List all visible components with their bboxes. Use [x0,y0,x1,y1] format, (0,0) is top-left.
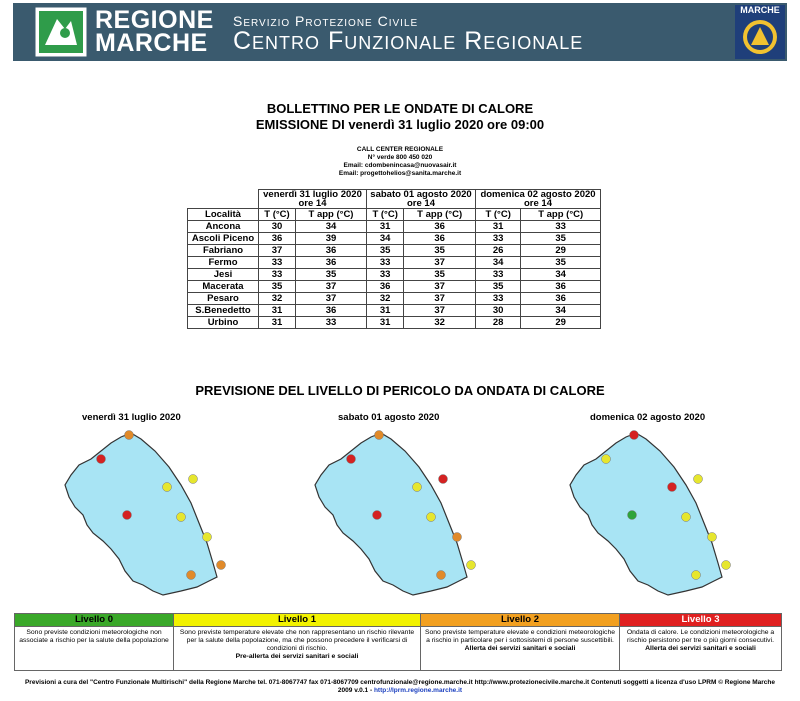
protezione-civile-badge [735,5,785,59]
location-cell: Fermo [188,257,259,269]
value-cell: 33 [367,257,404,269]
value-cell: 31 [259,305,296,317]
bulletin-emission: EMISSIONE DI venerdì 31 luglio 2020 ore 09:00 [255,117,545,132]
region-line1: REGIONE [95,6,214,34]
value-cell: 37 [404,293,476,305]
call-center-phone: N° verde 800 450 020 [367,154,433,161]
marche-map-1 [55,425,235,600]
legend-level-2-action: Allerta dei servizi sanitari e sociali [464,645,576,652]
location-cell: Macerata [188,281,259,293]
value-cell: 33 [296,317,367,329]
value-cell: 33 [259,269,296,281]
value-cell: 37 [404,305,476,317]
location-level-dot [722,561,731,570]
footer-text: Previsioni a cura del "Centro Funzionale Multirischi" della Regione Marche tel. 071-8067747 fax 071-8067709 centrofunzionale@regione.marche.it http://www.protezionecivile.marche.it Contenuti soggetti a licenza d'uso LPRM © Regione Marche 2009 v.0.1 - [24,679,776,694]
location-level-dot [177,513,186,522]
location-level-dot [694,475,703,484]
value-cell: 31 [367,221,404,233]
forecast-title: PREVISIONE DEL LIVELLO DI PERICOLO DA ONDATA DI CALORE [195,383,605,398]
call-center-email2: Email: progettohelios@sanita.marche.it [338,170,462,177]
value-cell: 37 [296,293,367,305]
value-cell: 34 [521,305,601,317]
location-level-dot [217,561,226,570]
value-cell: 39 [296,233,367,245]
location-level-dot [97,455,106,464]
value-cell: 36 [296,245,367,257]
value-cell: 35 [404,269,476,281]
value-cell: 34 [476,257,521,269]
table-row [188,317,601,329]
location-level-dot [628,511,637,520]
region-name [95,6,214,57]
location-level-dot [123,511,132,520]
table-row [188,221,601,233]
table-row [188,269,601,281]
footer-link[interactable]: http://lprm.regione.marche.it [373,687,463,694]
location-cell: Ancona [188,221,259,233]
value-cell: 37 [404,281,476,293]
value-cell: 36 [521,281,601,293]
level-legend [14,613,782,671]
value-cell: 32 [367,293,404,305]
value-cell: 37 [404,257,476,269]
value-cell: 31 [476,221,521,233]
value-cell: 26 [476,245,521,257]
call-center-title: CALL CENTER REGIONALE [356,146,444,153]
service-name: Servizio Protezione Civile [233,13,419,29]
header-banner [13,3,787,61]
value-cell: 33 [476,269,521,281]
legend-level-1-action: Pre-allerta dei servizi sanitari e sociali [235,653,359,660]
map-label-1: venerdì 31 luglio 2020 [82,412,181,423]
value-cell: 30 [259,221,296,233]
location-level-dot [668,483,677,492]
location-level-dot [189,475,198,484]
legend-level-3-action: Allerta dei servizi sanitari e sociali [645,645,756,652]
location-level-dot [375,431,384,440]
value-cell: 36 [404,233,476,245]
value-cell: 35 [367,245,404,257]
value-cell: 35 [296,269,367,281]
region-outline [65,433,217,595]
value-cell: 36 [404,221,476,233]
location-level-dot [373,511,382,520]
col-tapp: T app (°C) [521,209,601,221]
legend-level-2-text: Sono previste temperature elevate e condizioni meteorologiche a rischio in particolare per i sottosistemi di persone suscettibili. [424,629,616,644]
legend-level-0 [15,614,174,670]
value-cell: 29 [521,245,601,257]
location-level-dot [467,561,476,570]
value-cell: 36 [521,293,601,305]
table-row [188,257,601,269]
value-cell: 37 [259,245,296,257]
legend-level-1 [174,614,421,670]
value-cell: 31 [367,317,404,329]
location-level-dot [125,431,134,440]
value-cell: 36 [367,281,404,293]
value-cell: 36 [259,233,296,245]
location-level-dot [453,533,462,542]
location-cell: Jesi [188,269,259,281]
value-cell: 36 [296,257,367,269]
location-level-dot [437,571,446,580]
day-header-2: sabato 01 agosto 2020 ore 14 [367,190,476,209]
legend-level-0-title: Livello 0 [15,614,173,627]
location-cell: Pesaro [188,293,259,305]
value-cell: 34 [296,221,367,233]
day-header-1: venerdì 31 luglio 2020 ore 14 [259,190,367,209]
legend-level-3 [620,614,781,670]
legend-level-0-text: Sono previste condizioni meteorologiche non associate a rischio per la salute della popolazione [19,629,169,644]
value-cell: 35 [404,245,476,257]
map-label-2: sabato 01 agosto 2020 [338,412,440,423]
legend-level-2 [421,614,620,670]
region-outline [570,433,722,595]
value-cell: 34 [367,233,404,245]
location-level-dot [682,513,691,522]
table-row [188,245,601,257]
location-level-dot [630,431,639,440]
location-level-dot [692,571,701,580]
location-level-dot [602,455,611,464]
legend-level-2-title: Livello 2 [421,614,619,627]
value-cell: 35 [259,281,296,293]
map-label-3: domenica 02 agosto 2020 [590,412,706,423]
legend-level-1-title: Livello 1 [174,614,420,627]
value-cell: 31 [259,317,296,329]
value-cell: 36 [296,305,367,317]
value-cell: 37 [296,281,367,293]
col-t: T (°C) [476,209,521,221]
value-cell: 30 [476,305,521,317]
day-header-3: domenica 02 agosto 2020 ore 14 [476,190,601,209]
location-level-dot [413,483,422,492]
value-cell: 29 [521,317,601,329]
col-tapp: T app (°C) [296,209,367,221]
location-level-dot [708,533,717,542]
regione-logo [35,7,87,57]
location-level-dot [163,483,172,492]
col-t: T (°C) [367,209,404,221]
table-row [188,233,601,245]
col-tapp: T app (°C) [404,209,476,221]
location-level-dot [439,475,448,484]
value-cell: 33 [367,269,404,281]
marche-map-3 [560,425,740,600]
marche-map-2 [305,425,485,600]
centre-name: Centro Funzionale Regionale [233,27,584,55]
region-outline [315,433,467,595]
table-row [188,305,601,317]
value-cell: 31 [367,305,404,317]
location-cell: Ascoli Piceno [188,233,259,245]
value-cell: 33 [476,293,521,305]
region-line2: MARCHE [95,29,208,57]
location-level-dot [203,533,212,542]
col-location: Località [188,209,259,221]
value-cell: 32 [404,317,476,329]
bulletin-title: BOLLETTINO PER LE ONDATE DI CALORE [266,101,534,116]
footer-credits [20,679,780,695]
value-cell: 32 [259,293,296,305]
col-t: T (°C) [259,209,296,221]
value-cell: 35 [476,281,521,293]
value-cell: 28 [476,317,521,329]
value-cell: 35 [521,257,601,269]
table-row [188,293,601,305]
legend-level-3-title: Livello 3 [620,614,781,627]
location-level-dot [187,571,196,580]
call-center-email1: Email: cdombenincasa@nuovasair.it [343,162,457,169]
value-cell: 33 [476,233,521,245]
value-cell: 35 [521,233,601,245]
location-cell: S.Benedetto [188,305,259,317]
value-cell: 33 [521,221,601,233]
value-cell: 33 [259,257,296,269]
location-cell: Urbino [188,317,259,329]
location-level-dot [427,513,436,522]
table-row [188,281,601,293]
location-cell: Fabriano [188,245,259,257]
legend-level-3-text: Ondata di calore. Le condizioni meteorologiche a rischio persistono per tre o più giorni consecutivi. [626,629,775,644]
temperature-table [187,189,601,329]
badge-label: MARCHE [740,5,780,15]
location-level-dot [347,455,356,464]
value-cell: 34 [521,269,601,281]
legend-level-1-text: Sono previste temperature elevate che non rappresentano un rischio rilevante per la salute della popolazione, ma che possono precedere il verificarsi di condizioni di rischio. [179,629,415,652]
